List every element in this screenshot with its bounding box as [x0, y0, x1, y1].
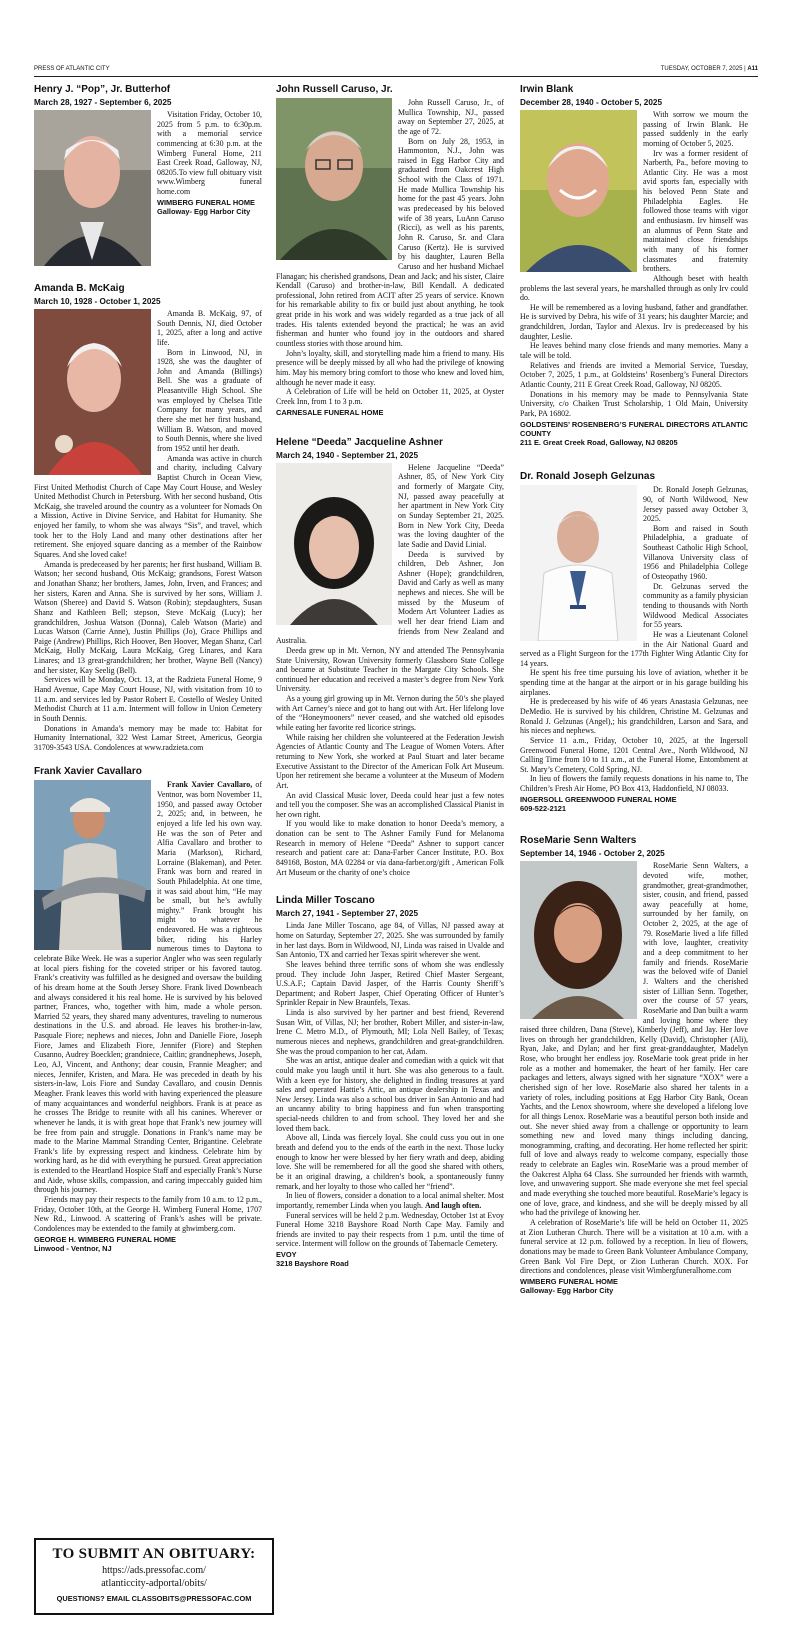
- issue-info: TUESDAY, OCTOBER 7, 2025 | A11: [660, 66, 758, 72]
- obit-paragraph: Amanda was active in church and charity, including Calvary Baptist Church in Ocean View, First United Methodist Church of Cape May Court House, and Wesley United Methodist Church in Petersburg. With her second husband, Otis McKaig, she traveled around the country as a volunteer for Nomads On a Mission, Active in Divine Service, and Habitat for Humanity. She enjoyed her family, to whom she was always “Sis”, and travel, which took her to the Holy Land and many other destinations after her retirement. She enjoyed square dancing as a member of the Rainbow Squares. And she loved cake!: [34, 453, 262, 560]
- obit-paragraph: Donations in his memory may be made to Pennsylvania State University, c/o Chaiken Trust Scholarship, 1 Old Main, University Park, PA 16802.: [520, 389, 748, 418]
- obit-name: RoseMarie Senn Walters: [520, 835, 637, 847]
- portrait-photo: [520, 861, 637, 1019]
- funeral-home-phone: 609-522-2121: [520, 804, 567, 813]
- obit-paragraph: Above all, Linda was fiercely loyal. She could cuss you out in one breath and defend you to the ends of the earth in the next. Those lucky enough to know her were blessed by her fiery wrath and deep, abiding love. She will be remembered for all the good she shared with others, be it an original drawing, a children’s book, a spontaneously funny remark, and her loyalty to those who called her “friend”.: [276, 1133, 504, 1191]
- obituary-blank: [520, 84, 748, 447]
- obit-paragraph: Deeda is survived by children, Deb Ashner, Jon Ashner (Hope); grandchildren, David and Carly as well as many nephews and nieces. She will be missed by the Museum of Modern Art Volunteer Ladies as well her dear friend Liam and friends from New Zealand and Australia.: [276, 549, 504, 646]
- funeral-home: WIMBERG FUNERAL HOME: [157, 197, 255, 207]
- obit-paragraph: She leaves behind three terrific sons of whom she was endlessly proud. They include John Jasper, Retired Chief Master Sergeant, U.S.A.F.; Captain David Jasper, of the Harris County Sheriff’s Department; and Robert Jasper, Chief Operating Officer of Hunter’s Sprinkler Repair in New Braunfels, Texas.: [276, 959, 504, 1008]
- column-1: [34, 84, 262, 1267]
- obit-paragraph: John’s loyalty, skill, and storytelling made him a friend to many. His presence will be deeply missed by all who had the privilege of knowing him. May his memory bring comfort to those who knew and loved him, although he never made it easy.: [276, 348, 504, 387]
- funeral-home-location: Linwood - Ventnor, NJ: [34, 1243, 112, 1253]
- obit-paragraph: Born in Linwood, NJ, in 1928, she was the daughter of John and Amanda (Billings) Bell. She was a graduate of Pleasantville High School. She was employed by Chelsea Title Company for many years, and there she met her first husband, William B. Watson, and moved to South Dennis, where she lived from 1952 until her death.: [157, 347, 262, 453]
- obit-paragraph: As a young girl growing up in Mt. Vernon during the 50’s she played with Art Carney’s niece and got to hang out with Art. Her lifelong love of the “Honeymooners” never ceased, and she watched old episodes while eating her favorite red licorice strings.: [276, 694, 504, 733]
- obit-paragraph: Services will be Monday, Oct. 13, at the Radzieta Funeral Home, 9 Hand Avenue, Cape May Court House, NJ, with visitation from 10 to 11 a.m. and services led by Pastor Robert E. Costello of Wesley United Methodist Church at 11 a.m. Interment will follow in Union Cemetery in South Dennis.: [34, 675, 262, 723]
- submit-contact-email[interactable]: QUESTIONS? EMAIL CLASSOBITS@PRESSOFAC.COM: [56, 1594, 252, 1603]
- funeral-home-location: Galloway- Egg Harbor City: [157, 207, 251, 217]
- obit-paragraph: Deeda grew up in Mt. Vernon, NY and attended The Pennsylvania State University, Rowan University formerly Glassboro State College and became at Substitute Teacher in the Margate City Schools. She continued her education and received a master’s degree from New York University.: [276, 645, 504, 694]
- obit-paragraph: Linda Jane Miller Toscano, age 84, of Villas, NJ passed away at home on Saturday, September 27, 2025. She was surrounded by family in her last days. Born in Wildwood, NJ, Linda was raised in Uvalde and San Antonio, TX and carried her Texas spirit wherever she went.: [276, 921, 504, 960]
- obit-name: Frank Xavier Cavallaro: [34, 766, 142, 778]
- page-masthead: [34, 64, 758, 74]
- obituary-caruso: [276, 84, 504, 417]
- portrait-photo: [520, 485, 637, 641]
- obit-emphasis: And laugh often.: [424, 1200, 482, 1210]
- submit-url-line1[interactable]: https://ads.pressofac.com/: [102, 1565, 206, 1576]
- obit-text: of Ventnor, was born November 11, 1950, and passed away October 2, 2025; and, in between, he enjoyed a life led his own way. He was the son of Peter and Alfia Cavallaro and brother to Maria (Markson), Richard, Lorraine (Blakeman), and Peter. Frank was born and reared in South Philadelphia. At one time, it was said about him, “He may be small, but he’s awfully mighty.” Frank brought his might to whatever he endeavored. He was a righteous biker, riding his Harley numerous times to Daytona to celebrate Bike Week. He was a superior Angler who was seen regularly at local piers fishing for the coveted striper or his favored tautog. Frank’s creativity was fulfilled as he designed and oversaw the building of his dream home at the South Jersey Shore. Frank lived Downbeach and always considered it his real home. He is survived by his beloved partner, Frances, who, together with him, made a whole person. Married 52 years, they shared many adventures, traveling to numerous destinations in the U.S. and abroad. He leaves his brother-in-law, Pasquale Fiore; nephews and nieces, John and Danielle Fiore, Joseph Fiore, James and Elizabeth Fiore, Jennifer (Fiore) and Stephen Cusanno, Audrey Boecklen; grandniece, Caitlin; grandnephews, Joseph, Leo, AJ, Vincent, and Anthony; dear cousin, Frannie Meagher; and nieces, Jennifer, Kristen, and Mara. He was preceded in death by his sisters-in-law, Lois Fiore and Sunday Cavallaro, and cousin Dennis Meagher. Frank leaves this world with having experienced the pleasure of many acquaintances and wonderful neighbors. Frank is at peace as he crosses The Bridge to reunite with all his canines. Wherever or whenever he lands, it is with great hope that Frank’s new journey will be free from pain and struggle. Donations in Frank’s name may be made to the Marine Mammal Stranding Center, Brigantine. Celebrate Frank’s life by expressing respect and kindness. Celebrate him by working hard, as he did with everything he pursued. Great appreciation is extended to the Heartland Hospice Staff and especially Frank’s Nurse and Aide, whose skills, compassion, and caring impeccably guided him through his journey.: [34, 780, 262, 1195]
- obit-dates: December 28, 1940 - October 5, 2025: [520, 98, 662, 107]
- obit-paragraph: A celebration of RoseMarie’s life will be held on October 11, 2025 at Zion Lutheran Church. There will be a visitation at 10 a.m. with a funeral service at 12 p.m. followed by a reception. In lieu of flowers, donations may be made to Green Bank Volunteer Ambulance Company, Green Bank Vol Fire Dept, or Zion Lutheran Church. XOX. For directions and condolences, please visit Wimbergfuneralhome.com: [520, 1217, 748, 1276]
- funeral-home: INGERSOLL GREENWOOD FUNERAL HOME: [520, 794, 677, 804]
- funeral-home: EVOY: [276, 1250, 297, 1260]
- obit-paragraph: Visitation Friday, October 10, 2025 from 5 p.m. to 6:30p.m. with a memorial service commencing at 6:30 p.m. at the Wimberg Funeral Home, 211 East Creek Road, Galloway, NJ, 08205.To view full obituary visit www.Wimberg funeral home.com: [157, 110, 262, 197]
- submit-title: TO SUBMIT AN OBITUARY:: [52, 1546, 256, 1562]
- obit-paragraph: Irv was a former resident of Narberth, Pa., before moving to Atlantic City. He was a most avid sports fan, especially with his beloved Penn State and Philadelphia Eagles. He followed those teams with vigor and enthusiasm. Irv himself was an alumnus of Penn State and maintained close friendships with many of his former classmates and fraternity brothers.: [643, 148, 748, 274]
- funeral-home-location: 211 E. Great Creek Road, Galloway, NJ 08205: [520, 438, 678, 447]
- obituary-butterhof: [34, 84, 262, 269]
- obit-paragraph: Donations in Amanda’s memory may be made to: Habitat for Humanity International, 322 West Lamar Street, Americus, Georgia 31709-3543 USA. Condolences at www.radzieta.com: [34, 723, 262, 752]
- publication-name: PRESS OF ATLANTIC CITY: [34, 66, 110, 72]
- obit-paragraph: An avid Classical Music lover, Deeda could hear just a few notes and tell you the composer. She was an accomplished Classical Pianist in her own right.: [276, 790, 504, 819]
- obit-paragraph: Service 11 a.m., Friday, October 10, 2025, at the Ingersoll Greenwood Funeral Home, 1201 Central Ave., North Wildwood, NJ Calling Time from 10 to 11 a.m., at the Funeral Home, Entombment at St. Mary’s Cemetery, Cold Spring, NJ.: [520, 735, 748, 774]
- obit-paragraph: Born and raised in South Philadelphia, a graduate of Southeast Catholic High School, Villanova University class of 1956 and Philadelphia College of Osteopathy 1960.: [643, 523, 748, 582]
- obit-paragraph: He spent his free time pursuing his love of aviation, whether it be spending time at the hangar at the airport or in his garage building his airplanes.: [520, 668, 748, 697]
- obituary-toscano: [276, 895, 504, 1268]
- masthead-rule: [34, 76, 758, 77]
- obituary-gelzunas: [520, 471, 748, 813]
- obit-paragraph: Helene Jacqueline “Deeda” Ashner, 85, of New York City and formerly of Margate City, NJ, passed away peacefully at her apartment in New York City on Sunday September 21, 2025. Born in New York City, Deeda was the loving daughter of the late Sadie and David Linial.: [398, 462, 504, 549]
- obituary-walters: [520, 835, 748, 1295]
- obit-paragraph: John Russell Caruso, Jr., of Mullica Township, NJ., passed away on September 27, 2025, at the age of 72.: [398, 98, 504, 136]
- obit-dates: September 14, 1946 - October 2, 2025: [520, 849, 665, 859]
- page-number: A11: [747, 66, 758, 72]
- obit-paragraph: Dr. Gelzunas served the community as a family physician tending to thousands with North Wildwood Medical Associates for 55 years.: [643, 581, 748, 630]
- obit-name: John Russell Caruso, Jr.: [276, 84, 393, 95]
- obit-lead-name: Frank Xavier Cavallaro,: [167, 780, 253, 790]
- issue-date: TUESDAY, OCTOBER 7, 2025: [660, 66, 743, 72]
- obit-paragraph: While raising her children she volunteered at the Federation Jewish Agencies of Atlantic County and The League of Women Voters. After returning to New York, she worked at Paul Stuart and later became Executive Assistant to the Director of the American Folk Art Museum. Upon her retirement she became a volunteer at the Museum of Modern Art.: [276, 732, 504, 790]
- obit-paragraph: He is predeceased by his wife of 46 years Anastasia Gelzunas, nee DeMedio. He is survived by his children, Christine M. Gelzunas and Ronald J. Gelzunas (Angel),; his grandchildren, Larson and Sara, and his nieces and nephews.: [520, 697, 748, 736]
- obit-paragraph: RoseMarie Senn Walters, a devoted wife, mother, grandmother, great-grandmother, sister, cousin, and friend, passed away peacefully at home, surrounded by her family, on October 2, 2025, at the age of 79. RoseMarie lived a life filled with love, laughter, creativity and a deep commitment to her family and friends. RoseMarie was the beloved wife of Daniel J. Walters and the cherished sister of Lillian Senn. Together, over the course of 57 years, RoseMarie and Dan built a warm and loving home where they raised three children, Dana (Steve), Kimberly (Jeff), and Jay. Her love lives on through her grandchildren, Kelly (David), Christopher (Ali), Ryan, Jake, and Dylan; and her first great-granddaughter, Madelyn Rose, who brought her endless joy. RoseMarie took great pride in her role as a mother and homemaker, the heart of her family. Her care packages and letters, always signed with her signature “XOX” were a cherished sign of her love. RoseMarie also shared her talents in a variety of roles, including positions at Egg Harbor City Bank, Ocean Yachts, and the Lenox showroom, where she developed a lifelong love for all things Lenox. RoseMarie was a beautiful person both inside and out. She never shied away from a challenge or opportunity to learn something new and loved many things including dancing, monogramming, crafting, and decorating. Her home reflected her spirit: full of love and always ready to welcome company, especially those ready to celebrate an Eagles win. RoseMarie was a proud member of the Oakcrest Alpha 64 Class. She surrounded her friends with warmth, love, and unwavering support. She made everyone she met feel special and made everything she touched more beautiful. RoseMarie’s legacy is one of love, grace, and kindness, and she will be deeply missed by all who had the privilege of knowing her.: [520, 861, 748, 1218]
- obit-paragraph: Although beset with health problems the last several years, he marshalled through as only Irv could do.: [520, 273, 748, 303]
- obit-name: Helene “Deeda” Jacqueline Ashner: [276, 436, 443, 448]
- obit-paragraph: He was a Lieutenant Colonel in the Air National Guard and served as a Flight Surgeon for the 177th Fighter Wing Atlantic City for 14 years.: [520, 629, 748, 668]
- portrait-photo: [276, 463, 392, 625]
- obit-paragraph: Funeral services will be held 2 p.m. Wednesday, October 1st at Evoy Funeral Home 3218 Bayshore Road North Cape May. Family and friends are invited to pay their respects from 1 p.m. until the time of service. Interment will follow on the grounds of Tabernacle Cemetery.: [276, 1210, 504, 1249]
- obit-paragraph: Friends may pay their respects to the family from 10 a.m. to 12 p.m., Friday, October 10th, at the George H. Wimberg Funeral Home, 1707 New Rd., Linwood. A scattering of Frank’s ashes will be private. Condolences may be extended to the family at ghwimberg.com.: [34, 1195, 262, 1233]
- obit-dates: March 10, 1928 - October 1, 2025: [34, 297, 161, 306]
- obit-paragraph: Dr. Ronald Joseph Gelzunas, 90, of North Wildwood, New Jersey passed away October 3, 2025.: [643, 485, 748, 524]
- column-3: [520, 84, 748, 1309]
- obit-name: Irwin Blank: [520, 84, 574, 95]
- obit-name: Dr. Ronald Joseph Gelzunas: [520, 471, 656, 483]
- submit-obituary-box: [34, 1538, 274, 1615]
- obit-text: In lieu of flowers, consider a donation to a local animal shelter. Most importantly, remember Linda when you laugh.: [276, 1191, 504, 1210]
- obit-dates: March 27, 1941 - September 27, 2025: [276, 909, 418, 919]
- funeral-home: GEORGE H. WIMBERG FUNERAL HOME: [34, 1234, 176, 1244]
- portrait-photo: [34, 780, 151, 950]
- funeral-home-location: 3218 Bayshore Road: [276, 1259, 349, 1269]
- obituary-mckaig: [34, 283, 262, 752]
- funeral-home: WIMBERG FUNERAL HOME: [520, 1276, 618, 1286]
- obit-name: Amanda B. McKaig: [34, 283, 125, 294]
- submit-url-line2[interactable]: atlanticcity-adportal/obits/: [101, 1577, 207, 1589]
- obit-paragraph: [276, 1191, 504, 1210]
- obit-dates: March 28, 1927 - September 6, 2025: [34, 98, 172, 107]
- portrait-photo: [276, 98, 392, 260]
- obit-paragraph: A Celebration of Life will be held on October 11, 2025, at Oyster Creek Inn, from 1 to 3 p.m.: [276, 387, 504, 406]
- funeral-home-location: Galloway- Egg Harbor City: [520, 1286, 614, 1296]
- funeral-home: CARNESALE FUNERAL HOME: [276, 407, 384, 417]
- obituary-cavallaro: [34, 766, 262, 1253]
- obit-paragraph: Amanda B. McKaig, 97, of South Dennis, NJ, died October 1, 2025, after a long and active life.: [157, 309, 262, 347]
- obit-name: Linda Miller Toscano: [276, 895, 375, 907]
- obit-paragraph: Born on July 28, 1953, in Hammonton, N.J., John was raised in Egg Harbor City and graduated from Oakcrest High School with the Class of 1971. He made Mullica Township his home for the past 45 years. John was predeceased by his beloved wife of 38 years, LuAnn Caruso (Ricci), as well as his parents, John R. Caruso, Sr. and Clara Caruso (Kertz). He is survived by his daughter, Lauren Bella Caruso and her husband Michael Flanagan; his cherished grandsons, Dean and Jack; and his sister, Claire Kendall (Caruso) and brother-in-law, Bill Kendall. A dedicated professional, John retired from ACIT after 25 years of service. Known for his remarkable ability to fix or build just about anything, he took great pride in his work and was widely regarded as a true jack of all trades. His talents extended beyond the practical; he was an avid fisherman and hunter who found joy in the outdoors and shared countless stories with those around him.: [276, 136, 504, 349]
- obit-paragraph: In lieu of flowers the family requests donations in his name to, The Children’s Fresh Air Home, PO Box 413, Haddonfield, NJ 08033.: [520, 774, 748, 794]
- obit-paragraph: Amanda is predeceased by her parents; her first husband, William B. Watson; her second husband, Otis McKaig; grandsons, Forest Watson and Jonathan Shanz; her brothers, James, John, Irven, and Frances; and her sisters, Karen and Anna. She is survived by her sons, William J. Watson (Sheree) and David S. Watson (Robin); stepdaughters, Susan Shanz and Kathleen Bell; stepson, Steve McKaig (Lucy); her grandchildren, Joshua Watson (Donna), Caleb Watson (Marie) and Lucas Watson (Carrie Anne), Justin Phillips (Jo), Grace Phillips and Paige (Andrew) Phillips, Rich Hoover, Ben Hoover, Megan Shanz, Carl McKaig, Holly McKaig, Laura McKaig, Greg Linares, and Kara Linares; and 13 great-grandchildren; her brother, Wayne Bell (Nancy) and her sister, Kay Seelig (Bell).: [34, 559, 262, 675]
- obit-name: Henry J. “Pop”, Jr. Butterhof: [34, 84, 171, 95]
- obit-paragraph: If you would like to make donation to honor Deeda’s memory, a donation can be sent to The Ashner Family Fund for Melanoma Research in memory of Helene “Deeda” Ashner to support cancer research and patient care at: Dana-Farber Cancer Institute, P.O. Box 849168, Boston, MA 02284 or via dana-farber.org/gift , American Folk Art Museum or the charity of one’s choice: [276, 819, 504, 877]
- obit-paragraph: She was an artist, antique dealer and comedian with a quick wit that could make you laugh until it hurt. She was also generous to a fault. With a keen eye for history, she delighted in finding treasures at yard sales and operated Hattie’s Attic, an antique dealership in Texas and New Jersey. Linda was also a school bus driver in San Antonio and had an uncanny ability to bring happiness and fun when transporting special-needs children to and from school. They loved her and she loved them back.: [276, 1056, 504, 1133]
- obit-paragraph: With sorrow we mourn the passing of Irwin Blank. He passed suddenly in the early morning of October 5, 2025.: [643, 110, 748, 148]
- portrait-photo: [34, 110, 151, 266]
- obit-dates: March 24, 1940 - September 21, 2025: [276, 450, 418, 460]
- portrait-photo: [34, 309, 151, 475]
- obit-paragraph: He leaves behind many close friends and many memories. Many a tale will be told.: [520, 341, 748, 361]
- column-2: [276, 84, 504, 1283]
- obituary-ashner: [276, 437, 504, 878]
- obit-paragraph: He will be remembered as a loving husband, father and grandfather. He is survived by Debra, his wife of 31 years; his daughter Marcie; and grandchildren, Jordan, Taylor and Alexus. Irv is predeceased by his daughter, Leslie.: [520, 302, 748, 341]
- obit-paragraph: Relatives and friends are invited a Memorial Service, Tuesday, October 7, 2025, 1 p.m., at Goldsteins’ Rosenberg’s Funeral Directors Atlantic County, 211 E Great Creek Road, Galloway, NJ 08205.: [520, 360, 748, 389]
- funeral-home: GOLDSTEINS’ ROSENBERG’S FUNERAL DIRECTORS ATLANTIC COUNTY: [520, 419, 748, 438]
- obit-paragraph: Linda is also survived by her partner and best friend, Reverend Susan Witt, of Villas, NJ; her brother, Robert Miller, and sister-in-law, Irene C. Metro M.D., of Plymouth, MI; Lola Nell Bailey, of Texas; numerous nieces and nephews, grandchildren and great-grandchildren. She was the proud companion to her cat, Adam.: [276, 1008, 504, 1056]
- portrait-photo: [520, 110, 637, 272]
